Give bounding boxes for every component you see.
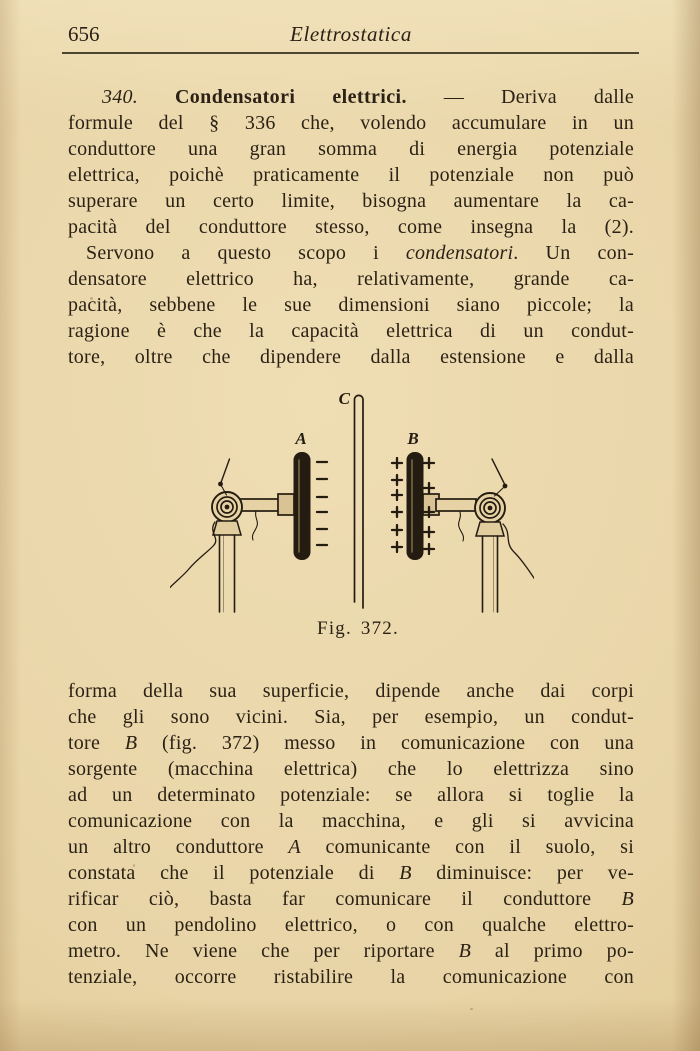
header-rule — [62, 52, 639, 54]
text-line: forma della sua superficie, dipende anche dai corpi — [68, 680, 634, 702]
text-line: superare un certo limite, bisogna aumentare la ca- — [68, 190, 634, 212]
paper-speck — [133, 864, 135, 867]
plus-charge-mark — [424, 544, 434, 554]
text-line: con un pendolino elettrico, o con qualche elettro- — [68, 914, 634, 936]
text-line: pacità, sebbene le sue dimensioni siano piccole; la — [68, 294, 634, 316]
text-line: 340. Condensatori elettrici. — Deriva dalle — [102, 86, 634, 108]
text-line: un altro conduttore A comunicante con il suolo, si — [68, 836, 634, 858]
text-line: tore, oltre che dipendere dalla estensione e dalla — [68, 346, 634, 368]
text-line: ragione è che la capacità elettrica di un condut- — [68, 320, 634, 342]
arm-left — [240, 499, 282, 511]
plus-charge-mark — [392, 542, 402, 552]
pendulum-right — [492, 459, 507, 496]
plate-label: C — [338, 389, 350, 408]
plus-charge-mark — [392, 490, 402, 500]
arm-left-collar — [278, 494, 294, 515]
figure-372 — [170, 382, 534, 618]
text-line: conduttore una gran somma di energia potenziale — [68, 138, 634, 160]
disc-B-label: B — [407, 429, 419, 448]
text-line: pacità del conduttore stesso, come insegna la (2). — [68, 216, 634, 238]
wire-left — [170, 522, 216, 592]
plus-charge-mark — [424, 483, 434, 493]
wire-left-squiggle — [252, 511, 257, 540]
capacitor-illustration — [170, 382, 534, 618]
disc-A — [294, 452, 311, 560]
plus-charge-mark — [392, 507, 402, 517]
arm-right — [436, 499, 476, 511]
paragraph-condensatori — [68, 240, 634, 370]
disc-B — [407, 452, 424, 560]
figure-caption: Fig. 372. — [317, 618, 399, 639]
plus-charge-mark — [392, 475, 402, 485]
text-line: comunicazione con la macchina, e gli si avvicina — [68, 810, 634, 832]
knob-right — [475, 493, 505, 523]
paragraph-340-intro — [68, 84, 634, 240]
running-title: Elettrostatica — [290, 22, 412, 46]
text-line: formule del § 336 che, volendo accumulare in un — [68, 112, 634, 134]
wire-right — [503, 524, 534, 584]
knob-left — [212, 492, 242, 522]
text-line: densatore elettrico ha, relativamente, grande ca- — [68, 268, 634, 290]
wire-right-squiggle — [459, 512, 464, 541]
text-line: tore B (fig. 372) messo in comunicazione con una — [68, 732, 634, 754]
stand-left-column — [220, 535, 235, 612]
page-number: 656 — [68, 22, 100, 46]
text-line: ad un determinato potenziale: se allora si toglie la — [68, 784, 634, 806]
text-line: elettrica, poichè praticamente il potenziale non può — [68, 164, 634, 186]
paper-speck — [619, 196, 621, 198]
stand-left-neck — [213, 521, 241, 535]
plus-charge-mark — [392, 458, 402, 468]
stand-right-column — [483, 536, 498, 612]
glass-plate — [355, 395, 364, 608]
stand-right-neck — [476, 522, 504, 536]
paper-speck — [470, 1008, 473, 1010]
disc-A-label: A — [295, 429, 307, 448]
plus-charge-mark — [424, 527, 434, 537]
text-line: che gli sono vicini. Sia, per esempio, un condut- — [68, 706, 634, 728]
text-line: tenziale, occorre ristabilire la comunicazione con — [68, 966, 634, 988]
page-header — [68, 22, 634, 48]
pendulum-left — [218, 459, 229, 495]
text-line: constata che il potenziale di B diminuisce: per ve- — [68, 862, 634, 884]
text-line: metro. Ne viene che per riportare B al primo po- — [68, 940, 635, 962]
paragraph-below-figure — [68, 678, 634, 990]
text-line: Servono a questo scopo i condensatori. Un con- — [86, 242, 634, 264]
text-line: sorgente (macchina elettrica) che lo elettrizza sino — [68, 758, 634, 780]
plus-charge-mark — [424, 458, 434, 468]
paper-speck — [90, 297, 93, 300]
plus-charge-mark — [392, 525, 402, 535]
text-line: rificar ciò, basta far comunicare il conduttore B — [68, 888, 634, 910]
